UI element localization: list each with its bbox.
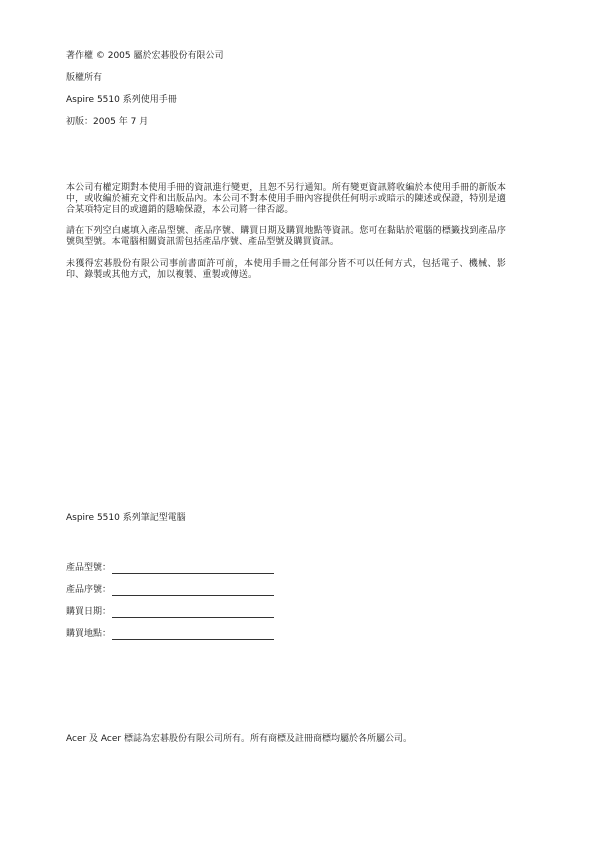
- field-label: 購買日期：: [66, 607, 112, 617]
- field-purchase-date: [66, 607, 274, 618]
- paragraph-changes: 本公司有權定期對本使用手冊的資訊進行變更，且恕不另行通知。所有變更資訊將收編於本使用手冊的新版本中，或收編於補充文件和出版品內。本公司不對本使用手冊內容提供任何明示或暗示的陳述或保證，特別是適合某項特定目的或適銷的隱喻保證，本公司將一律否認。: [66, 183, 506, 215]
- fill-in-line: [112, 587, 274, 596]
- rights-line: 版權所有: [66, 73, 103, 83]
- paragraph-record-info: 請在下列空白處填入產品型號、產品序號、購買日期及購買地點等資訊。您可在黏貼於電腦的標籤找到產品序號與型號。本電腦相關資訊需包括產品序號、產品型號及購買資訊。: [66, 226, 506, 247]
- field-label: 產品型號：: [66, 563, 112, 573]
- model-heading: Aspire 5510 系列筆記型電腦: [66, 513, 186, 523]
- field-serial-number: [66, 585, 274, 596]
- trademark-line: Acer 及 Acer 標誌為宏碁股份有限公司所有。所有商標及註冊商標均屬於各所屬公司。: [66, 734, 412, 744]
- field-label: 產品序號：: [66, 585, 112, 595]
- fill-in-line: [112, 609, 274, 618]
- copyright-line: 著作權 © 2005 屬於宏碁股份有限公司: [66, 51, 224, 61]
- field-label: 購買地點：: [66, 629, 112, 639]
- edition-line: 初版：2005 年 7 月: [66, 117, 149, 127]
- fill-in-line: [112, 565, 274, 574]
- fill-in-line: [112, 631, 274, 640]
- field-model-number: [66, 563, 274, 574]
- paragraph-reproduction: 未獲得宏碁股份有限公司事前書面許可前，本使用手冊之任何部分皆不可以任何方式，包括電子、機械、影印、錄製或其他方式，加以複製、重製或傳送。: [66, 259, 506, 280]
- field-purchase-place: [66, 629, 274, 640]
- manual-title: Aspire 5510 系列使用手冊: [66, 95, 177, 105]
